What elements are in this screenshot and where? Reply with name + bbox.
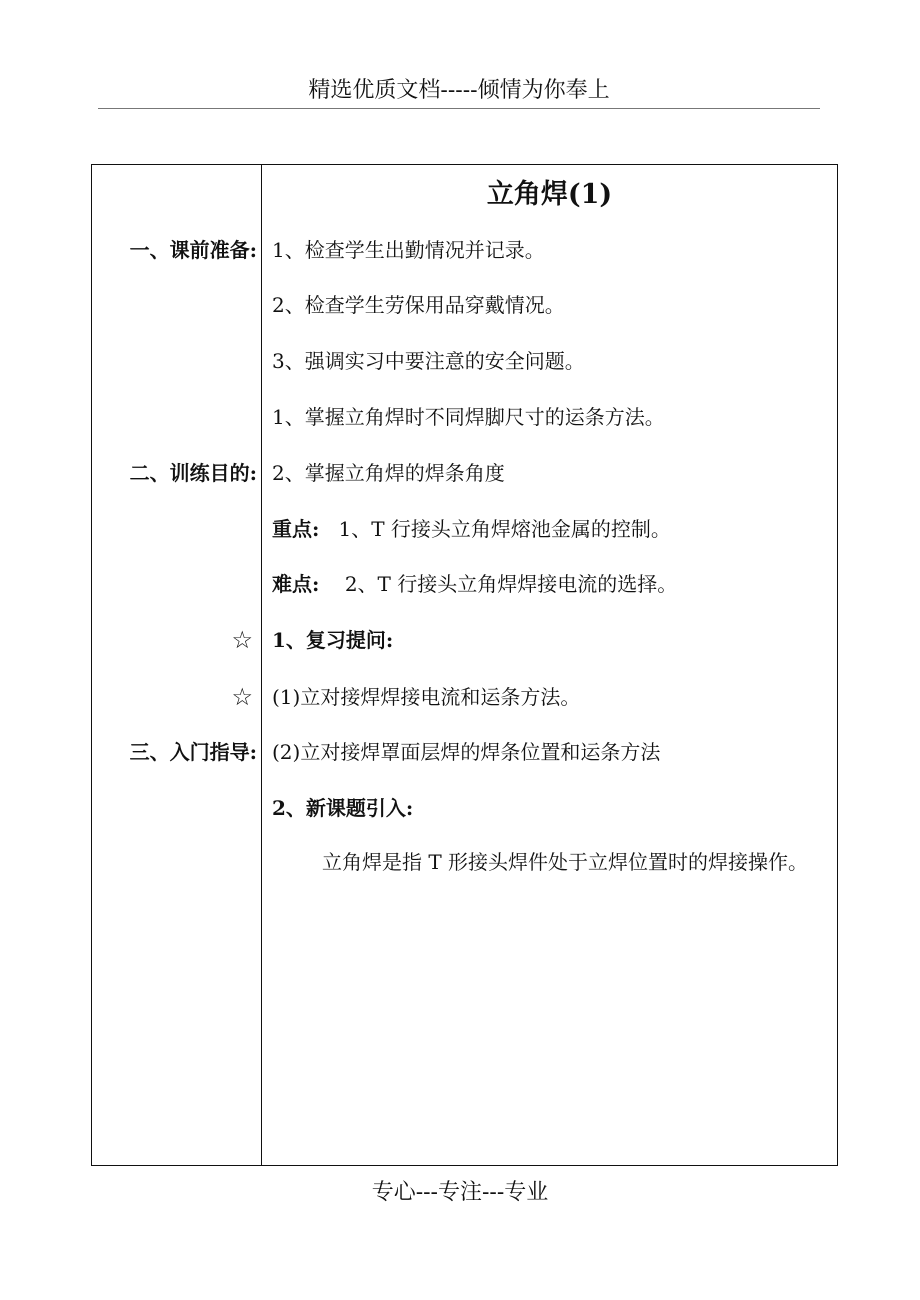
lesson-table (91, 164, 838, 1166)
intro-paragraph: 立角焊是指 T 形接头焊件处于立焊位置时的焊接操作。 (322, 850, 809, 874)
prep-item: 1、检查学生出勤情况并记录。 (272, 238, 545, 262)
star-icon-2 (92, 682, 257, 713)
lesson-title: 立角焊(1) (486, 179, 613, 210)
prep-item: 2、检查学生劳保用品穿戴情况。 (272, 293, 565, 317)
guide-section-label: 三、入门指导: (129, 740, 257, 764)
star-icon: ☆ (231, 683, 253, 711)
goal-item: 2、掌握立角焊的焊条角度 (272, 461, 505, 485)
difficult-point-text: 2、T 行接头立角焊焊接电流的选择。 (344, 572, 678, 596)
intro-heading: 2、新课题引入: (272, 796, 414, 820)
key-point (272, 514, 671, 544)
prep-section-label: 一、课前准备: (129, 238, 257, 262)
page-header: 精选优质文档-----倾情为你奉上 (98, 74, 820, 109)
key-point-text: 1、T 行接头立角焊熔池金属的控制。 (338, 517, 671, 541)
column-divider (261, 165, 262, 1165)
review-item: (2)立对接焊罩面层焊的焊条位置和运条方法 (272, 740, 661, 764)
prep-item: 3、强调实习中要注意的安全问题。 (272, 349, 585, 373)
difficult-point-label: 难点: (272, 572, 320, 596)
goal-section-label: 二、训练目的: (129, 461, 257, 485)
review-item: (1)立对接焊焊接电流和运条方法。 (272, 685, 581, 709)
star-icon: ☆ (231, 626, 253, 654)
key-point-label: 重点: (272, 517, 320, 541)
review-heading: 1、复习提问: (272, 628, 394, 652)
star-icon-1 (92, 625, 257, 656)
goal-item: 1、掌握立角焊时不同焊脚尺寸的运条方法。 (272, 405, 665, 429)
difficult-point (272, 569, 677, 599)
page-footer: 专心---专注---专业 (371, 1180, 549, 1205)
